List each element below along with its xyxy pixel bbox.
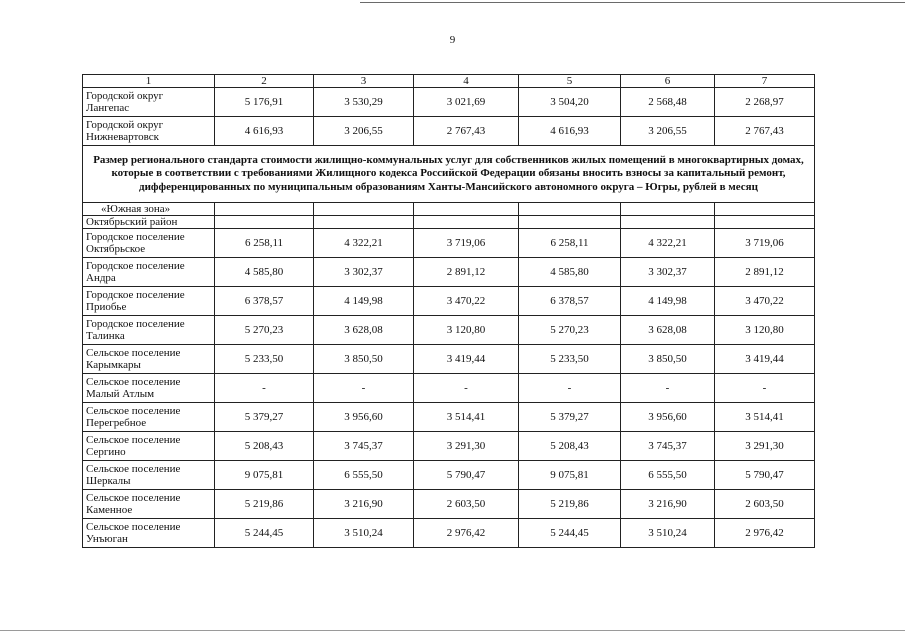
table-row bbox=[83, 117, 815, 146]
value-cell: 2 268,97 bbox=[715, 88, 815, 117]
value-cell: 9 075,81 bbox=[215, 461, 314, 490]
value-cell: 6 378,57 bbox=[215, 287, 314, 316]
district-row bbox=[83, 216, 815, 229]
value-cell: 3 745,37 bbox=[314, 432, 414, 461]
value-cell: 5 244,45 bbox=[519, 519, 621, 548]
value-cell: - bbox=[314, 374, 414, 403]
value-cell: 6 258,11 bbox=[519, 229, 621, 258]
value-cell: 3 216,90 bbox=[314, 490, 414, 519]
table-row bbox=[83, 519, 815, 548]
value-cell: 3 510,24 bbox=[314, 519, 414, 548]
empty-cell bbox=[519, 203, 621, 216]
value-cell: - bbox=[414, 374, 519, 403]
column-number-3: 3 bbox=[314, 75, 414, 88]
value-cell: 3 206,55 bbox=[621, 117, 715, 146]
value-cell: 3 530,29 bbox=[314, 88, 414, 117]
empty-cell bbox=[414, 216, 519, 229]
value-cell: 4 616,93 bbox=[519, 117, 621, 146]
municipality-name: Городской округ Лангепас bbox=[83, 88, 215, 117]
value-cell: 4 585,80 bbox=[215, 258, 314, 287]
scan-artifact-bottom-line bbox=[0, 630, 905, 631]
value-cell: 2 603,50 bbox=[715, 490, 815, 519]
value-cell: 4 585,80 bbox=[519, 258, 621, 287]
value-cell: 5 233,50 bbox=[519, 345, 621, 374]
value-cell: 2 767,43 bbox=[414, 117, 519, 146]
value-cell: 3 514,41 bbox=[414, 403, 519, 432]
municipality-name: Сельское поселение Каменное bbox=[83, 490, 215, 519]
empty-cell bbox=[215, 216, 314, 229]
column-number-6: 6 bbox=[621, 75, 715, 88]
table-row bbox=[83, 374, 815, 403]
value-cell: 5 379,27 bbox=[519, 403, 621, 432]
value-cell: 5 219,86 bbox=[215, 490, 314, 519]
value-cell: 6 555,50 bbox=[314, 461, 414, 490]
value-cell: 3 719,06 bbox=[715, 229, 815, 258]
value-cell: - bbox=[215, 374, 314, 403]
table-row bbox=[83, 345, 815, 374]
municipality-name: Городское поселение Андра bbox=[83, 258, 215, 287]
value-cell: 4 149,98 bbox=[621, 287, 715, 316]
value-cell: 5 233,50 bbox=[215, 345, 314, 374]
value-cell: 6 555,50 bbox=[621, 461, 715, 490]
value-cell: 5 208,43 bbox=[519, 432, 621, 461]
value-cell: - bbox=[715, 374, 815, 403]
value-cell: 3 291,30 bbox=[414, 432, 519, 461]
district-label: Октябрьский район bbox=[83, 216, 215, 229]
empty-cell bbox=[715, 216, 815, 229]
column-number-7: 7 bbox=[715, 75, 815, 88]
value-cell: 9 075,81 bbox=[519, 461, 621, 490]
value-cell: - bbox=[621, 374, 715, 403]
municipality-name: Сельское поселение Перегребное bbox=[83, 403, 215, 432]
scan-artifact-top-line bbox=[360, 2, 905, 3]
value-cell: 5 270,23 bbox=[519, 316, 621, 345]
table-row bbox=[83, 461, 815, 490]
value-cell: 2 891,12 bbox=[414, 258, 519, 287]
value-cell: 3 628,08 bbox=[621, 316, 715, 345]
value-cell: 3 302,37 bbox=[621, 258, 715, 287]
table-row bbox=[83, 432, 815, 461]
value-cell: 3 120,80 bbox=[414, 316, 519, 345]
value-cell: 2 891,12 bbox=[715, 258, 815, 287]
table-row bbox=[83, 490, 815, 519]
empty-cell bbox=[621, 203, 715, 216]
table-row bbox=[83, 258, 815, 287]
value-cell: 3 120,80 bbox=[715, 316, 815, 345]
value-cell: 4 322,21 bbox=[621, 229, 715, 258]
section-title: Размер регионального стандарта стоимости жилищно-коммунальных услуг для собственников жилых помещений в многоквартирных домах, которые в соответствии с требованиями Жилищного кодекса Российской Федерации обязаны вносить взносы за капитальный ремонт, дифференцированных по муниципальным образованиям Ханты-Мансийского автономного округа – Югры, рублей в месяц bbox=[83, 146, 815, 203]
column-number-5: 5 bbox=[519, 75, 621, 88]
empty-cell bbox=[621, 216, 715, 229]
value-cell: 5 270,23 bbox=[215, 316, 314, 345]
value-cell: 5 176,91 bbox=[215, 88, 314, 117]
value-cell: 5 790,47 bbox=[715, 461, 815, 490]
value-cell: 3 419,44 bbox=[414, 345, 519, 374]
municipality-name: Городское поселение Талинка bbox=[83, 316, 215, 345]
value-cell: 4 616,93 bbox=[215, 117, 314, 146]
value-cell: 3 850,50 bbox=[621, 345, 715, 374]
column-number-4: 4 bbox=[414, 75, 519, 88]
empty-cell bbox=[519, 216, 621, 229]
value-cell: 3 291,30 bbox=[715, 432, 815, 461]
municipality-name: Сельское поселение Карымкары bbox=[83, 345, 215, 374]
value-cell: - bbox=[519, 374, 621, 403]
value-cell: 2 976,42 bbox=[414, 519, 519, 548]
value-cell: 3 419,44 bbox=[715, 345, 815, 374]
value-cell: 2 976,42 bbox=[715, 519, 815, 548]
value-cell: 3 216,90 bbox=[621, 490, 715, 519]
value-cell: 5 208,43 bbox=[215, 432, 314, 461]
value-cell: 3 302,37 bbox=[314, 258, 414, 287]
value-cell: 3 510,24 bbox=[621, 519, 715, 548]
empty-cell bbox=[414, 203, 519, 216]
table-row bbox=[83, 287, 815, 316]
value-cell: 6 258,11 bbox=[215, 229, 314, 258]
value-cell: 2 603,50 bbox=[414, 490, 519, 519]
value-cell: 5 219,86 bbox=[519, 490, 621, 519]
value-cell: 3 745,37 bbox=[621, 432, 715, 461]
table-row bbox=[83, 229, 815, 258]
empty-cell bbox=[715, 203, 815, 216]
municipality-name: Городское поселение Октябрьское bbox=[83, 229, 215, 258]
value-cell: 6 378,57 bbox=[519, 287, 621, 316]
tariff-table bbox=[82, 74, 815, 548]
zone-row bbox=[83, 203, 815, 216]
column-number-2: 2 bbox=[215, 75, 314, 88]
value-cell: 3 850,50 bbox=[314, 345, 414, 374]
value-cell: 3 206,55 bbox=[314, 117, 414, 146]
section-title-row bbox=[83, 146, 815, 203]
value-cell: 2 767,43 bbox=[715, 117, 815, 146]
table-row bbox=[83, 403, 815, 432]
value-cell: 3 514,41 bbox=[715, 403, 815, 432]
municipality-name: Городской округ Нижневартовск bbox=[83, 117, 215, 146]
municipality-name: Городское поселение Приобье bbox=[83, 287, 215, 316]
value-cell: 2 568,48 bbox=[621, 88, 715, 117]
municipality-name: Сельское поселение Шеркалы bbox=[83, 461, 215, 490]
empty-cell bbox=[314, 216, 414, 229]
value-cell: 5 790,47 bbox=[414, 461, 519, 490]
value-cell: 3 956,60 bbox=[314, 403, 414, 432]
value-cell: 3 470,22 bbox=[414, 287, 519, 316]
value-cell: 3 021,69 bbox=[414, 88, 519, 117]
value-cell: 4 149,98 bbox=[314, 287, 414, 316]
value-cell: 3 719,06 bbox=[414, 229, 519, 258]
value-cell: 3 504,20 bbox=[519, 88, 621, 117]
value-cell: 5 379,27 bbox=[215, 403, 314, 432]
value-cell: 4 322,21 bbox=[314, 229, 414, 258]
municipality-name: Сельское поселение Сергино bbox=[83, 432, 215, 461]
value-cell: 3 470,22 bbox=[715, 287, 815, 316]
value-cell: 3 956,60 bbox=[621, 403, 715, 432]
table-row bbox=[83, 88, 815, 117]
value-cell: 3 628,08 bbox=[314, 316, 414, 345]
municipality-name: Сельское поселение Малый Атлым bbox=[83, 374, 215, 403]
empty-cell bbox=[215, 203, 314, 216]
table-row bbox=[83, 316, 815, 345]
value-cell: 5 244,45 bbox=[215, 519, 314, 548]
column-number-header-row bbox=[83, 75, 815, 88]
municipality-name: Сельское поселение Унъюган bbox=[83, 519, 215, 548]
column-number-1: 1 bbox=[83, 75, 215, 88]
zone-label: «Южная зона» bbox=[83, 203, 215, 216]
empty-cell bbox=[314, 203, 414, 216]
page-number: 9 bbox=[449, 34, 456, 46]
